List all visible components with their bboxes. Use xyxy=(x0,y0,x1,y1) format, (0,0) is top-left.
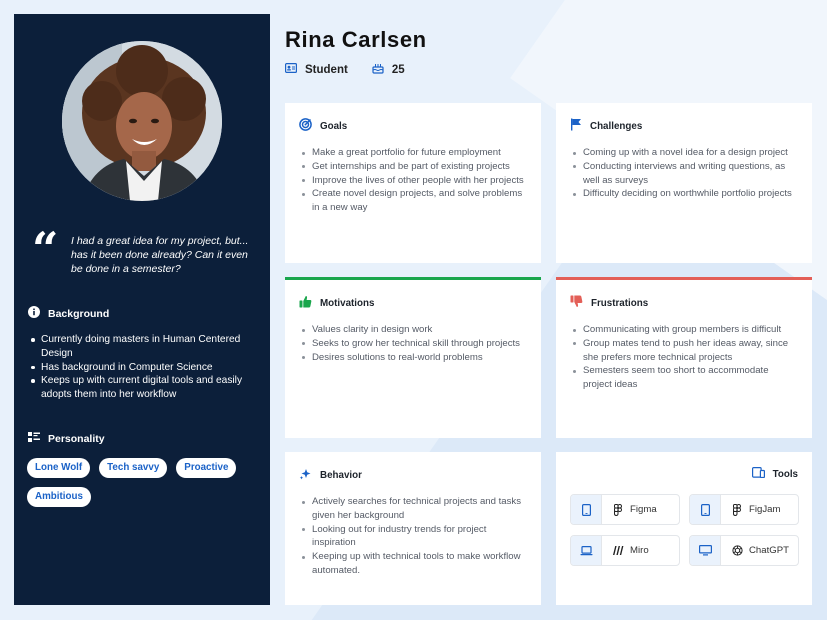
tools-title: Tools xyxy=(772,468,798,480)
list-item: Values clarity in design work xyxy=(299,323,527,337)
list-item: Keeping up with technical tools to make workflow automated. xyxy=(299,550,527,578)
frustrations-list xyxy=(570,323,798,392)
tools-card xyxy=(556,452,812,605)
monitor-icon xyxy=(690,536,721,565)
persona-quote: I had a great idea for my project, but... has it been done already? Can it even be done in a semester? xyxy=(71,235,249,275)
list-item: Get internships and be part of existing projects xyxy=(299,160,527,174)
persona-sidebar xyxy=(14,14,270,605)
personality-tags xyxy=(27,458,257,507)
figjam-logo xyxy=(731,504,743,516)
challenges-list xyxy=(570,146,798,201)
target-icon xyxy=(299,118,312,134)
tool-figma xyxy=(570,494,680,525)
frustrations-card xyxy=(556,277,812,438)
goals-title: Goals xyxy=(320,120,348,132)
figma-logo xyxy=(612,504,624,516)
sparkle-icon xyxy=(299,467,312,483)
list-item: Looking out for industry trends for project inspiration xyxy=(299,523,527,551)
chatgpt-logo xyxy=(731,545,743,556)
list-icon xyxy=(28,432,40,445)
list-item: Difficulty deciding on worthwhile portfolio projects xyxy=(570,187,798,201)
list-item: Communicating with group members is difficult xyxy=(570,323,798,337)
behavior-title: Behavior xyxy=(320,469,362,481)
background-heading xyxy=(28,306,109,321)
quote-icon: “ xyxy=(32,222,59,276)
tool-name: FigJam xyxy=(749,504,781,515)
thumbs-down-icon xyxy=(570,295,583,311)
list-item: Currently doing masters in Human Centered Design xyxy=(28,333,258,361)
motivations-card xyxy=(285,277,541,438)
personality-tag: Proactive xyxy=(176,458,236,478)
id-card-icon xyxy=(285,63,297,76)
list-item: Seeks to grow her technical skill through projects xyxy=(299,337,527,351)
list-item: Conducting interviews and writing questions, as well as surveys xyxy=(570,160,798,188)
list-item: Coming up with a novel idea for a design project xyxy=(570,146,798,160)
tool-name: Miro xyxy=(630,545,649,556)
tool-figjam xyxy=(689,494,799,525)
background-list xyxy=(28,333,258,402)
background-title: Background xyxy=(48,307,110,320)
goals-list xyxy=(299,146,527,215)
list-item: Has background in Computer Science xyxy=(28,361,258,375)
personality-title: Personality xyxy=(48,432,105,445)
persona-age: 25 xyxy=(391,63,405,76)
list-item: Improve the lives of other people with her projects xyxy=(299,174,527,188)
motivations-title: Motivations xyxy=(320,297,375,309)
tool-name: ChatGPT xyxy=(749,545,789,556)
list-item: Desires solutions to real-world problems xyxy=(299,351,527,365)
personality-tag: Ambitious xyxy=(27,487,91,507)
challenges-title: Challenges xyxy=(590,120,643,132)
miro-logo xyxy=(612,545,624,556)
thumbs-up-icon xyxy=(299,295,312,311)
behavior-card xyxy=(285,452,541,605)
list-item: Make a great portfolio for future employment xyxy=(299,146,527,160)
devices-icon xyxy=(752,467,765,481)
persona-meta xyxy=(285,62,405,77)
personality-tag: Lone Wolf xyxy=(27,458,90,478)
frustrations-title: Frustrations xyxy=(591,297,649,309)
list-item: Semesters seem too short to accommodate project ideas xyxy=(570,364,798,392)
tool-miro xyxy=(570,535,680,566)
persona-role: Student xyxy=(305,63,348,76)
cake-icon xyxy=(372,62,384,77)
challenges-card xyxy=(556,103,812,263)
laptop-icon xyxy=(571,536,602,565)
list-item: Create novel design projects, and solve problems in a new way xyxy=(299,187,527,215)
list-item: Keeps up with current digital tools and easily adopts them into her workflow xyxy=(28,374,258,402)
goals-card xyxy=(285,103,541,263)
personality-heading xyxy=(28,432,105,445)
flag-icon xyxy=(570,118,582,134)
list-item: Actively searches for technical projects and tasks given her background xyxy=(299,495,527,523)
personality-tag: Tech savvy xyxy=(99,458,167,478)
behavior-list xyxy=(299,495,527,578)
tool-name: Figma xyxy=(630,504,657,515)
info-icon xyxy=(28,306,40,321)
tablet-icon xyxy=(571,495,602,524)
motivations-list xyxy=(299,323,527,364)
tool-chatgpt xyxy=(689,535,799,566)
list-item: Group mates tend to push her ideas away, since she prefers more technical projects xyxy=(570,337,798,365)
persona-name: Rina Carlsen xyxy=(285,27,427,52)
tablet-icon xyxy=(690,495,721,524)
avatar xyxy=(62,41,222,201)
